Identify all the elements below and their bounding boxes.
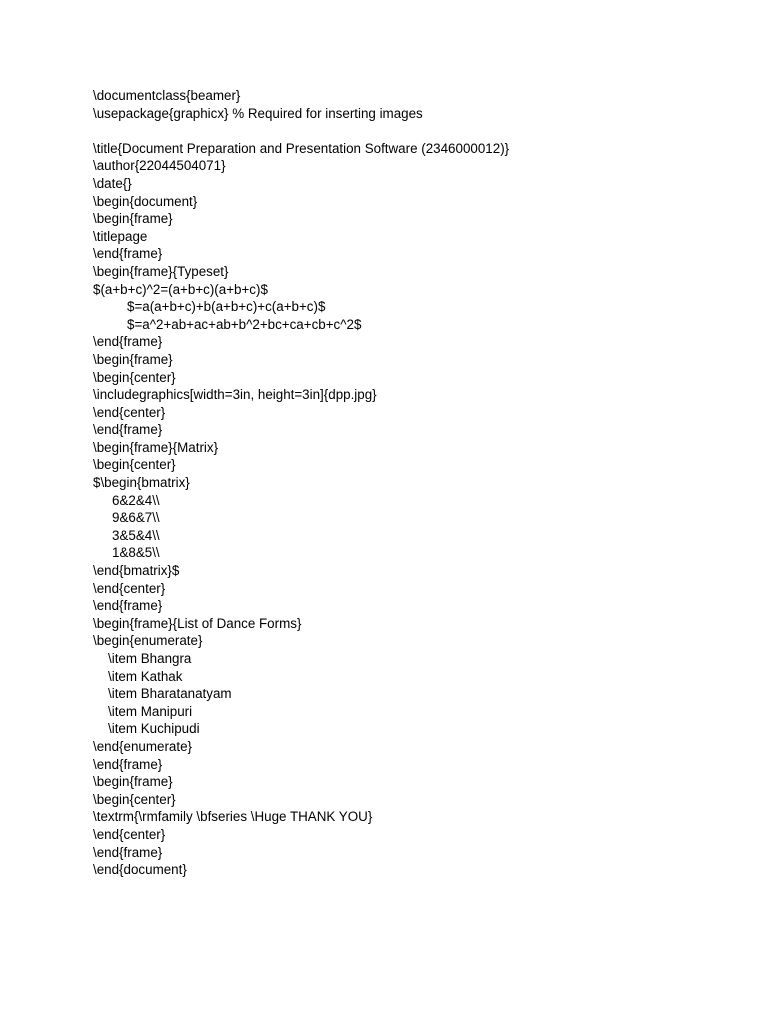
source-line: \end{center} <box>93 404 166 420</box>
source-line: \title{Document Preparation and Presentation Software (2346000012)} <box>93 140 510 156</box>
source-line-indented: \item Bhangra <box>108 651 192 666</box>
source-line: \begin{frame}{Matrix} <box>93 439 219 455</box>
source-line: \begin{frame}{Typeset} <box>93 263 229 279</box>
source-line-indented: 3&5&4\\ <box>112 527 160 543</box>
source-line: \begin{frame}{List of Dance Forms} <box>93 615 302 631</box>
source-line: \begin{enumerate} <box>93 633 203 649</box>
source-line: \end{frame} <box>93 246 163 262</box>
source-line: \end{frame} <box>93 422 163 438</box>
source-line-indented: $=a(a+b+c)+b(a+b+c)+c(a+b+c)$ <box>127 299 326 315</box>
source-line: \end{frame} <box>93 334 163 350</box>
source-line: \end{bmatrix}$ <box>93 563 180 579</box>
source-line: \end{frame} <box>93 756 163 772</box>
source-line: \begin{document} <box>93 193 198 209</box>
source-line: \end{frame} <box>93 844 163 860</box>
source-line: \begin{frame} <box>93 351 173 367</box>
source-line: $(a+b+c)^2=(a+b+c)(a+b+c)$ <box>93 281 268 297</box>
source-line: \end{center} <box>93 580 166 596</box>
source-line: \begin{center} <box>93 457 176 473</box>
source-line: \textrm{\rmfamily \bfseries \Huge THANK YOU} <box>93 809 373 825</box>
source-line: \begin{frame} <box>93 774 173 790</box>
latex-source-text <box>93 87 733 879</box>
source-line: \begin{frame} <box>93 211 173 227</box>
source-line: \documentclass{beamer} <box>93 88 241 103</box>
source-line: \end{enumerate} <box>93 738 193 754</box>
source-line-indented: $=a^2+ab+ac+ab+b^2+bc+ca+cb+c^2$ <box>127 316 362 332</box>
source-line: \end{document} <box>93 862 187 878</box>
source-line: \end{frame} <box>93 598 163 614</box>
source-line: \usepackage{graphicx} % Required for inserting images <box>93 105 423 121</box>
source-line: \titlepage <box>93 228 148 244</box>
source-line-indented: 6&2&4\\ <box>112 492 160 508</box>
source-line: \includegraphics[width=3in, height=3in]{dpp.jpg} <box>93 387 377 403</box>
source-line: \end{center} <box>93 826 166 842</box>
source-line-indented: \item Kuchipudi <box>108 721 200 737</box>
source-line: \begin{center} <box>93 369 176 385</box>
source-line-indented: \item Manipuri <box>108 703 193 719</box>
source-line-indented: \item Kathak <box>108 668 183 684</box>
source-line-indented: \item Bharatanatyam <box>108 686 232 702</box>
source-line: \author{22044504071} <box>93 158 226 174</box>
source-line-indented: 1&8&5\\ <box>112 545 160 561</box>
source-line: $\begin{bmatrix} <box>93 475 190 491</box>
source-line: \date{} <box>93 175 132 191</box>
source-line-indented: 9&6&7\\ <box>112 510 160 526</box>
source-line: \begin{center} <box>93 791 176 807</box>
blank-line <box>93 122 733 140</box>
